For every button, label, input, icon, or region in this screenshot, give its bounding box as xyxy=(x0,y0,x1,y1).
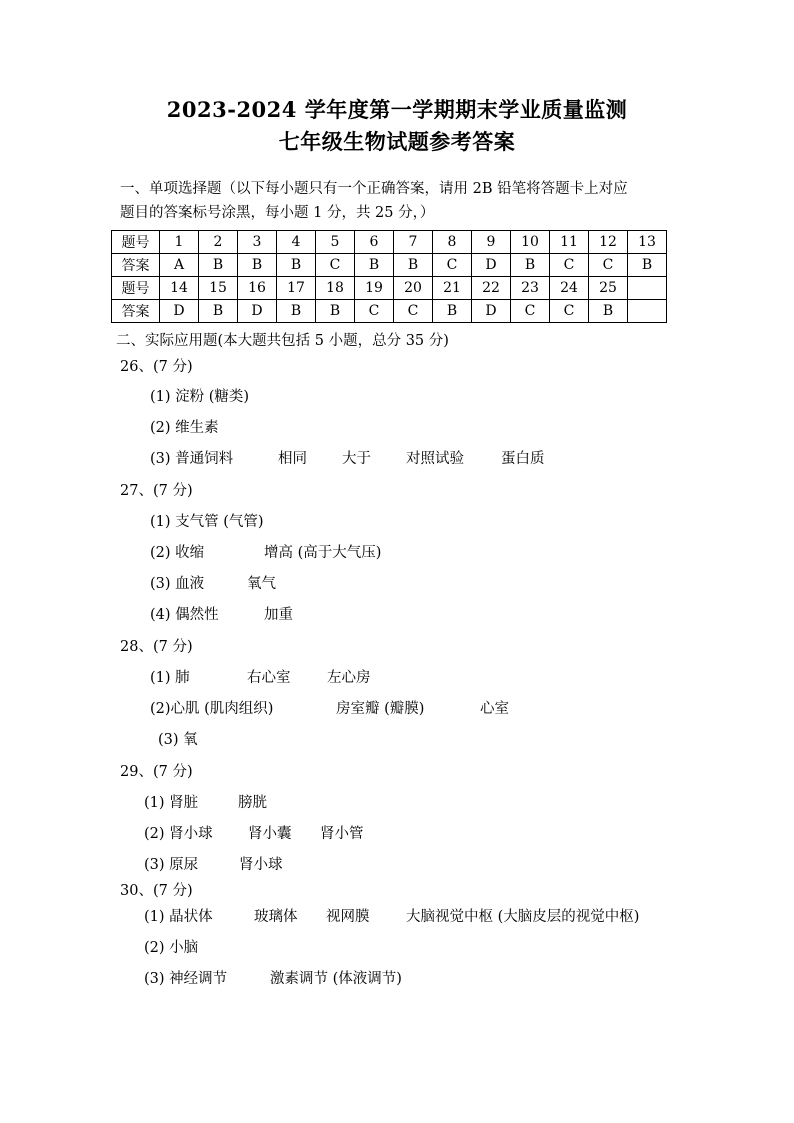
table-cell: 6 xyxy=(355,231,394,254)
row-label: 答案 xyxy=(112,254,160,277)
table-cell: C xyxy=(433,254,472,277)
row-label: 题号 xyxy=(112,277,160,300)
answer-text: 肾小囊 xyxy=(248,826,292,842)
question-29-answer-1 xyxy=(144,791,267,812)
table-cell: 10 xyxy=(511,231,550,254)
answer-text: 激素调节 (体液调节) xyxy=(270,971,402,987)
table-cell: B xyxy=(238,254,277,277)
table-cell: C xyxy=(355,300,394,323)
document-title: 2023-2024 学年度第一学期期末学业质量监测 xyxy=(166,97,628,122)
answer-text: 心室 xyxy=(480,701,509,717)
answer-text: (1) 肾脏 xyxy=(144,795,199,811)
answer-text: (1) 肺 xyxy=(150,670,190,686)
answer-text: (1) 晶状体 xyxy=(144,909,213,925)
table-cell: C xyxy=(550,300,589,323)
answer-text: 加重 xyxy=(264,607,293,623)
answer-text: 肾小球 xyxy=(239,857,283,873)
answer-text: 大于 xyxy=(342,451,371,467)
table-cell: B xyxy=(355,254,394,277)
table-cell: 8 xyxy=(433,231,472,254)
answer-table xyxy=(111,230,667,323)
question-26-label: 26、(7 分) xyxy=(120,359,193,375)
answer-text: (3) 神经调节 xyxy=(144,971,228,987)
table-cell: D xyxy=(472,254,511,277)
table-cell: 15 xyxy=(199,277,238,300)
table-cell: 2 xyxy=(199,231,238,254)
table-cell: B xyxy=(316,300,355,323)
table-cell: B xyxy=(628,254,667,277)
table-cell: C xyxy=(511,300,550,323)
row-label: 题号 xyxy=(112,231,160,254)
document-subtitle: 七年级生物试题参考答案 xyxy=(278,129,516,154)
answer-text: (3) 原尿 xyxy=(144,857,199,873)
table-cell: 23 xyxy=(511,277,550,300)
table-cell: 7 xyxy=(394,231,433,254)
table-cell: C xyxy=(589,254,628,277)
question-30-label: 30、(7 分) xyxy=(120,883,193,899)
table-cell: B xyxy=(589,300,628,323)
answer-text: (4) 偶然性 xyxy=(150,607,219,623)
section1-heading-line1: 一、单项选择题（以下每小题只有一个正确答案，请用 2B 铅笔将答题卡上对应 xyxy=(120,181,628,197)
question-27-answer-4 xyxy=(150,603,293,624)
answer-text: (2)心肌 (肌肉组织) xyxy=(150,701,274,717)
question-28-label: 28、(7 分) xyxy=(120,639,193,655)
table-cell: A xyxy=(160,254,199,277)
answer-text: 膀胱 xyxy=(238,795,267,811)
table-cell: B xyxy=(277,254,316,277)
table-cell: 17 xyxy=(277,277,316,300)
question-27-label: 27、(7 分) xyxy=(120,483,193,499)
table-cell: B xyxy=(433,300,472,323)
table-cell: B xyxy=(511,254,550,277)
question-28-answer-3 xyxy=(158,728,198,749)
answer-text: (2) 小脑 xyxy=(144,940,199,956)
table-cell xyxy=(628,277,667,300)
question-26-answer-3 xyxy=(150,447,545,468)
answer-text: 左心房 xyxy=(327,670,371,686)
question-29-answer-3 xyxy=(144,853,283,874)
table-cell: 13 xyxy=(628,231,667,254)
table-cell: C xyxy=(550,254,589,277)
table-cell: 3 xyxy=(238,231,277,254)
table-cell: 9 xyxy=(472,231,511,254)
table-cell: 18 xyxy=(316,277,355,300)
table-cell: B xyxy=(199,300,238,323)
table-cell: D xyxy=(238,300,277,323)
table-cell: C xyxy=(394,300,433,323)
table-cell: 5 xyxy=(316,231,355,254)
table-cell: 20 xyxy=(394,277,433,300)
table-cell: 4 xyxy=(277,231,316,254)
table-cell: 22 xyxy=(472,277,511,300)
answer-text: 氧气 xyxy=(247,576,276,592)
answer-text: 玻璃体 xyxy=(254,909,298,925)
table-cell: C xyxy=(316,254,355,277)
answer-text: 肾小管 xyxy=(320,826,364,842)
question-30-answer-1 xyxy=(144,905,639,926)
question-30-answer-2 xyxy=(144,936,198,957)
answer-text: (2) 收缩 xyxy=(150,545,205,561)
table-cell: 1 xyxy=(160,231,199,254)
table-cell xyxy=(628,300,667,323)
answer-text: (1) 支气管 (气管) xyxy=(150,514,264,530)
answer-text: 房室瓣 (瓣膜) xyxy=(336,701,425,717)
table-cell: 11 xyxy=(550,231,589,254)
table-row-answers-1 xyxy=(112,254,667,277)
answer-text: 增高 (高于大气压) xyxy=(264,545,382,561)
answer-text: 对照试验 xyxy=(406,451,464,467)
answer-text: 相同 xyxy=(278,451,307,467)
answer-text: 大脑视觉中枢 (大脑皮层的视觉中枢) xyxy=(406,909,640,925)
answer-text: 右心室 xyxy=(247,670,291,686)
table-cell: D xyxy=(472,300,511,323)
table-row-numbers-2 xyxy=(112,277,667,300)
table-cell: B xyxy=(277,300,316,323)
table-cell: 14 xyxy=(160,277,199,300)
section1-heading-line2: 题目的答案标号涂黑，每小题 1 分，共 25 分，） xyxy=(120,205,435,221)
question-28-answer-1 xyxy=(150,666,371,687)
table-cell: 19 xyxy=(355,277,394,300)
table-cell: B xyxy=(394,254,433,277)
answer-text: (2) 维生素 xyxy=(150,420,219,436)
section2-heading: 二、实际应用题(本大题共包括 5 小题，总分 35 分) xyxy=(116,333,449,349)
question-27-answer-3 xyxy=(150,572,276,593)
question-27-answer-1 xyxy=(150,510,264,531)
question-30-answer-3 xyxy=(144,967,402,988)
table-cell: 24 xyxy=(550,277,589,300)
table-cell: 12 xyxy=(589,231,628,254)
question-29-label: 29、(7 分) xyxy=(120,764,193,780)
row-label: 答案 xyxy=(112,300,160,323)
question-27-answer-2 xyxy=(150,541,381,562)
question-28-answer-2 xyxy=(150,697,509,718)
table-cell: D xyxy=(160,300,199,323)
table-cell: 16 xyxy=(238,277,277,300)
answer-text: (1) 淀粉 (糖类) xyxy=(150,389,250,405)
table-row-numbers-1 xyxy=(112,231,667,254)
table-cell: 21 xyxy=(433,277,472,300)
answer-text: (3) 普通饲料 xyxy=(150,451,234,467)
answer-text: (2) 肾小球 xyxy=(144,826,213,842)
answer-text: 蛋白质 xyxy=(501,451,545,467)
answer-text: 视网膜 xyxy=(326,909,370,925)
table-cell: B xyxy=(199,254,238,277)
question-26-answer-1 xyxy=(150,385,249,406)
table-row-answers-2 xyxy=(112,300,667,323)
question-29-answer-2 xyxy=(144,822,364,843)
question-26-answer-2 xyxy=(150,416,219,437)
answer-text: (3) 血液 xyxy=(150,576,205,592)
answer-text: (3) 氧 xyxy=(158,732,198,748)
table-cell: 25 xyxy=(589,277,628,300)
